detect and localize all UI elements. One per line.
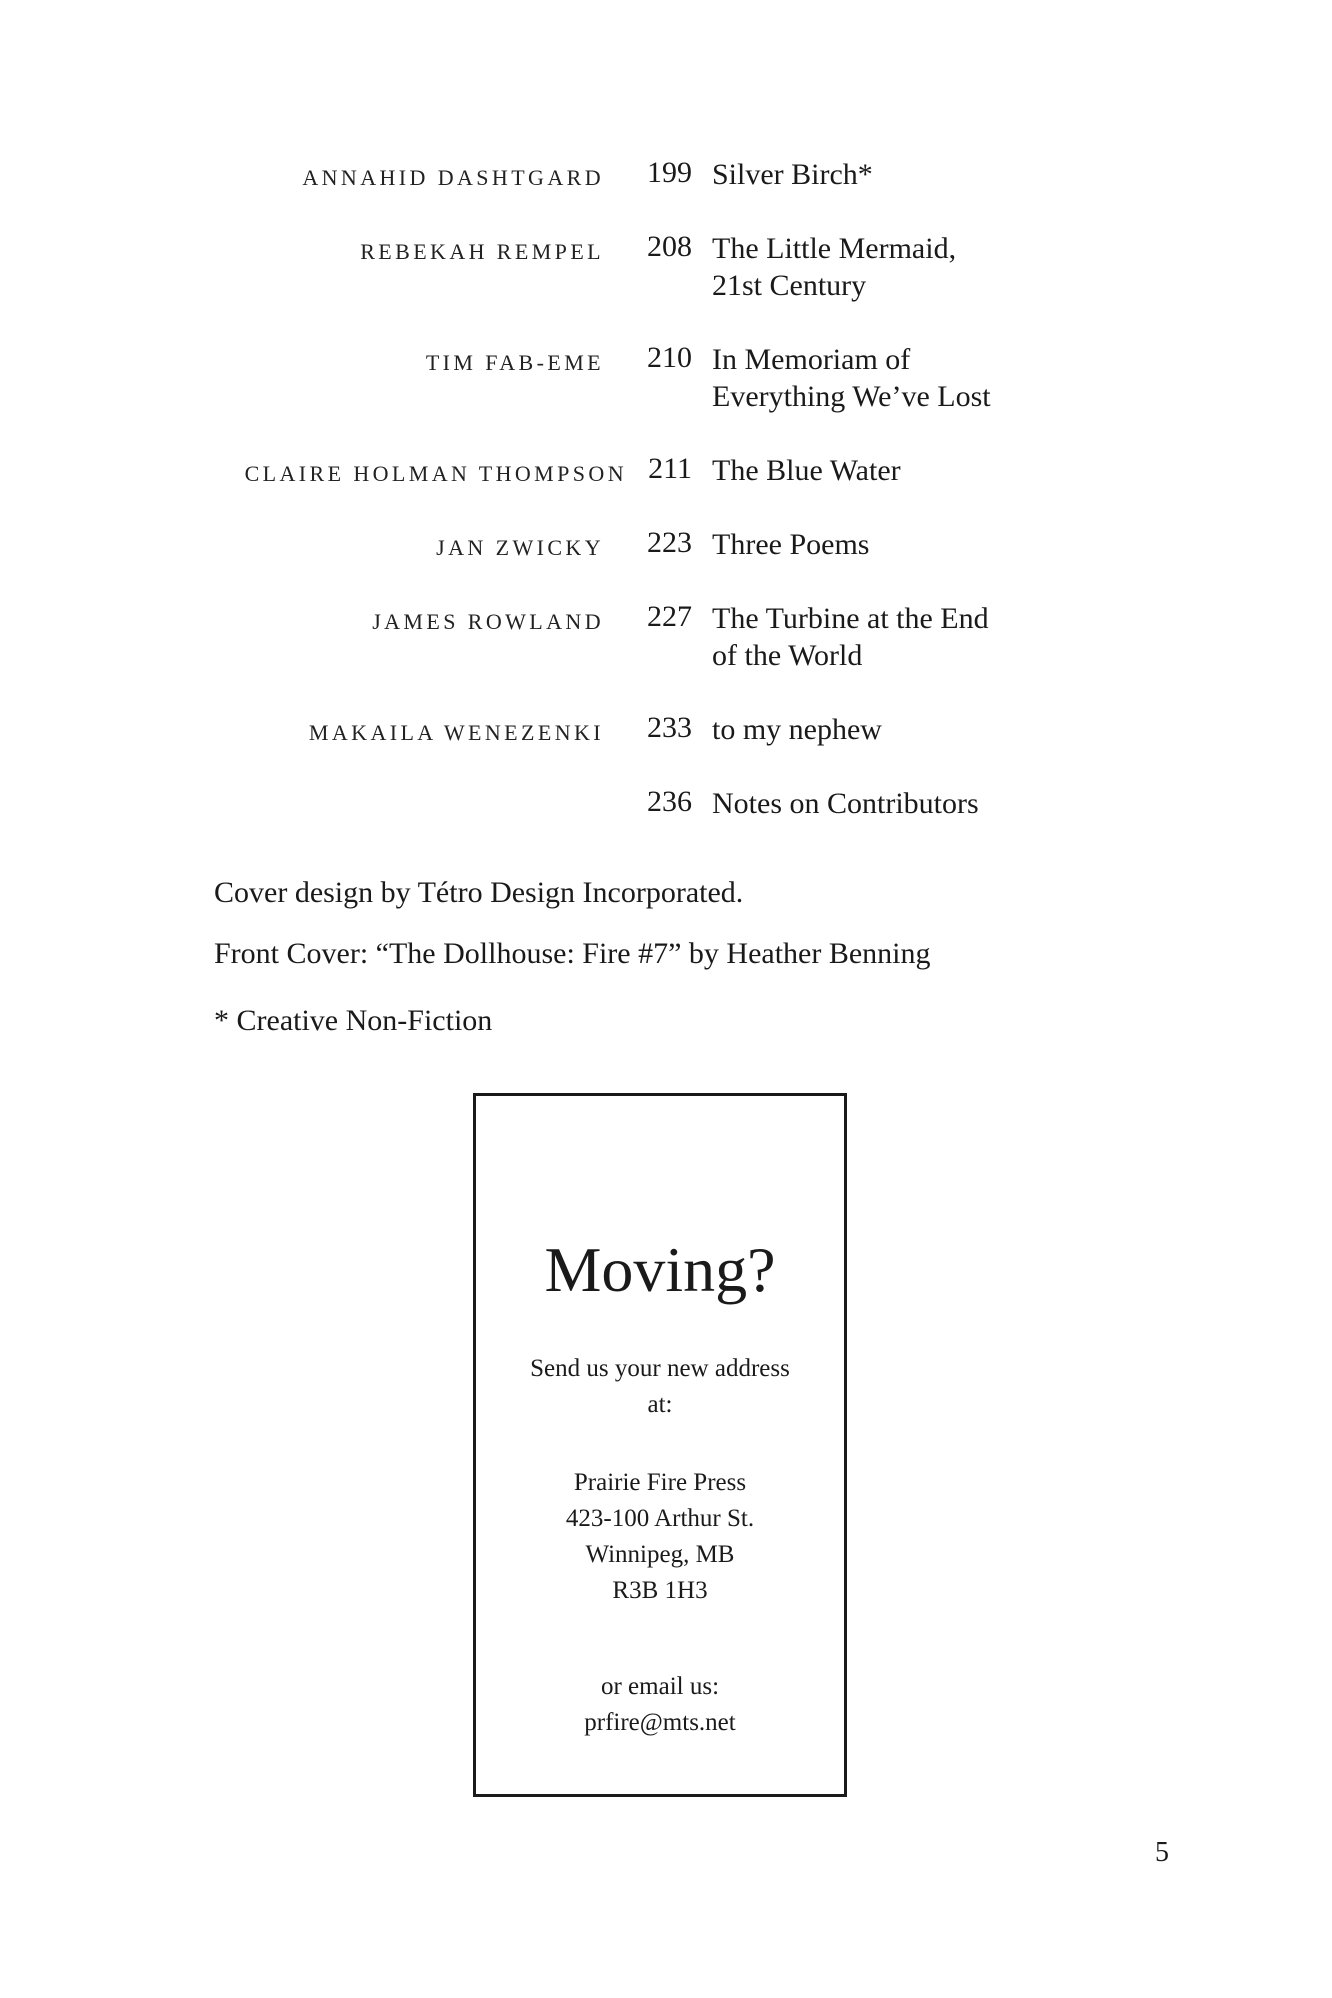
toc-author: JAN ZWICKY (436, 535, 604, 560)
toc-title: to my nephew (712, 713, 882, 746)
toc-author: JAMES ROWLAND (372, 609, 604, 634)
toc-author: ANNAHID DASHTGARD (302, 165, 604, 190)
toc-page-number: 223 (647, 526, 692, 559)
toc-author: REBEKAH REMPEL (360, 239, 604, 264)
moving-heading: Moving? (544, 1234, 776, 1305)
toc-page-number: 199 (647, 156, 692, 189)
toc-author: MAKAILA WENEZENKI (308, 720, 604, 745)
moving-instruction: Send us your new address (530, 1355, 790, 1382)
page-number: 5 (1155, 1837, 1169, 1868)
email-prompt: or email us: (600, 1673, 720, 1700)
address-line: 423-100 Arthur St. (565, 1505, 755, 1532)
toc-page-number: 236 (647, 785, 692, 818)
toc-title: The Turbine at the End of the World (712, 602, 989, 672)
toc-title: The Little Mermaid, 21st Century (712, 232, 957, 302)
toc-title: Silver Birch* (712, 158, 873, 191)
address-line: R3B 1H3 (612, 1577, 708, 1604)
cover-design-credit: Cover design by Tétro Design Incorporated. (214, 876, 744, 909)
toc-author: TIM FAB-EME (425, 350, 604, 375)
moving-instruction: at: (647, 1391, 673, 1418)
toc-title: Notes on Contributors (712, 787, 979, 820)
toc-page-number: 227 (647, 600, 692, 633)
toc-title: Three Poems (712, 528, 870, 561)
toc-page-number: 208 (647, 230, 692, 263)
address-line: Prairie Fire Press (573, 1469, 747, 1496)
toc-page-number: 211 (648, 452, 692, 485)
front-cover-credit: Front Cover: “The Dollhouse: Fire #7” by Heather Benning (214, 937, 931, 970)
address-line: Winnipeg, MB (585, 1541, 735, 1568)
footnote: * Creative Non-Fiction (214, 1004, 493, 1037)
toc-page-number: 233 (647, 711, 692, 744)
email-address: prfire@mts.net (584, 1709, 736, 1736)
toc-author: CLAIRE HOLMAN THOMPSON (244, 461, 627, 486)
toc-page-number: 210 (647, 341, 692, 374)
moving-notice-box (473, 1093, 847, 1797)
toc-title: The Blue Water (712, 454, 901, 487)
toc-title: In Memoriam of Everything We’ve Lost (712, 343, 991, 413)
